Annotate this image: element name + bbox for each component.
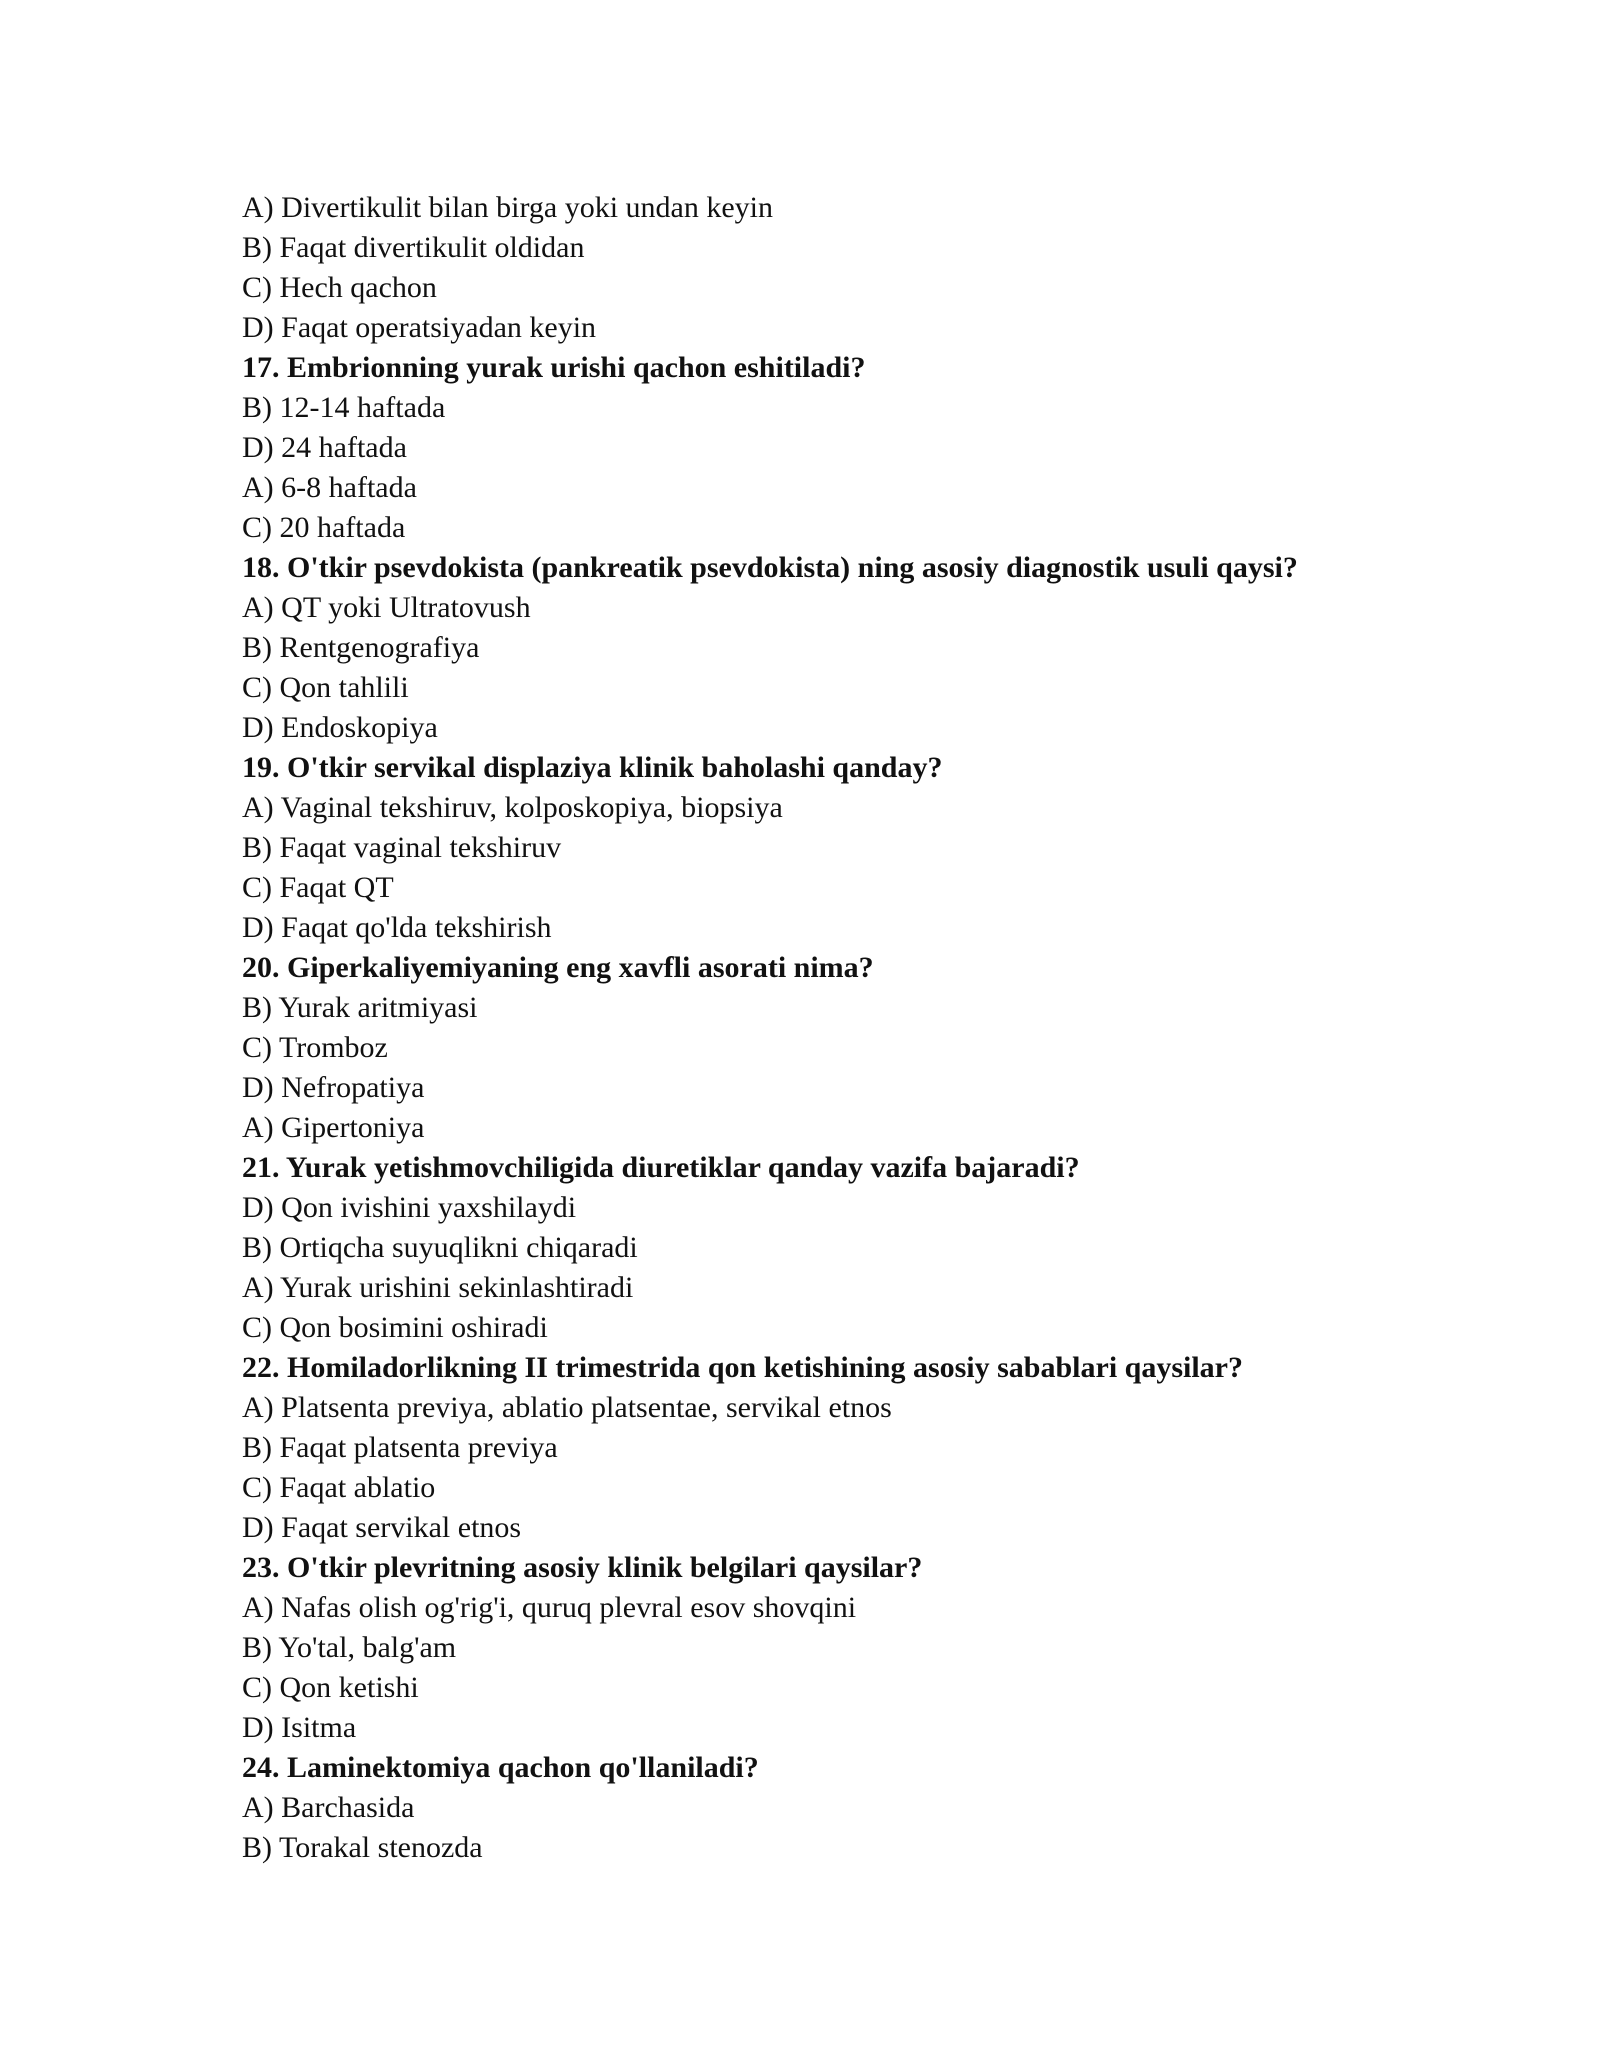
- question-text: 22. Homiladorlikning II trimestrida qon ketishining asosiy sabablari qaysilar?: [242, 1351, 1244, 1384]
- answer-option: A) Nafas olish og'rig'i, quruq plevral esov shovqini: [242, 1591, 857, 1624]
- answer-option: D) Faqat operatsiyadan keyin: [242, 311, 597, 344]
- question-text: 17. Embrionning yurak urishi qachon eshitiladi?: [242, 351, 866, 384]
- answer-option: D) Nefropatiya: [242, 1071, 425, 1104]
- answer-option: B) Torakal stenozda: [242, 1831, 483, 1864]
- answer-option: A) Divertikulit bilan birga yoki undan keyin: [242, 191, 774, 224]
- answer-option: B) 12-14 haftada: [242, 391, 446, 424]
- answer-option: C) 20 haftada: [242, 511, 406, 544]
- answer-option: D) 24 haftada: [242, 431, 407, 464]
- answer-option: B) Yurak aritmiyasi: [242, 991, 478, 1024]
- answer-option: B) Ortiqcha suyuqlikni chiqaradi: [242, 1231, 638, 1264]
- answer-option: C) Tromboz: [242, 1031, 388, 1064]
- answer-option: C) Faqat QT: [242, 871, 394, 904]
- question-text: 24. Laminektomiya qachon qo'llaniladi?: [242, 1751, 759, 1784]
- answer-option: D) Qon ivishini yaxshilaydi: [242, 1191, 577, 1224]
- question-text: 21. Yurak yetishmovchiligida diuretiklar qanday vazifa bajaradi?: [242, 1151, 1080, 1184]
- question-text: 20. Giperkaliyemiyaning eng xavfli asorati nima?: [242, 951, 874, 984]
- answer-option: B) Faqat vaginal tekshiruv: [242, 831, 562, 864]
- answer-option: A) Platsenta previya, ablatio platsentae, servikal etnos: [242, 1391, 892, 1424]
- answer-option: D) Faqat qo'lda tekshirish: [242, 911, 552, 944]
- answer-option: A) Yurak urishini sekinlashtiradi: [242, 1271, 634, 1304]
- answer-option: A) 6-8 haftada: [242, 471, 417, 504]
- answer-option: D) Faqat servikal etnos: [242, 1511, 522, 1544]
- question-text: 19. O'tkir servikal displaziya klinik baholashi qanday?: [242, 751, 943, 784]
- answer-option: D) Isitma: [242, 1711, 357, 1744]
- answer-option: B) Rentgenografiya: [242, 631, 480, 664]
- answer-option: B) Faqat divertikulit oldidan: [242, 231, 585, 264]
- question-text: 18. O'tkir psevdokista (pankreatik psevdokista) ning asosiy diagnostik usuli qaysi?: [242, 551, 1298, 584]
- question-text: 23. O'tkir plevritning asosiy klinik belgilari qaysilar?: [242, 1551, 923, 1584]
- answer-option: A) Vaginal tekshiruv, kolposkopiya, biopsiya: [242, 791, 783, 824]
- answer-option: A) QT yoki Ultratovush: [242, 591, 531, 624]
- answer-option: A) Barchasida: [242, 1791, 415, 1824]
- answer-option: C) Qon tahlili: [242, 671, 409, 704]
- answer-option: C) Qon bosimini oshiradi: [242, 1311, 548, 1344]
- answer-option: C) Hech qachon: [242, 271, 437, 304]
- answer-option: D) Endoskopiya: [242, 711, 438, 744]
- answer-option: B) Yo'tal, balg'am: [242, 1631, 457, 1664]
- answer-option: B) Faqat platsenta previya: [242, 1431, 558, 1464]
- answer-option: C) Qon ketishi: [242, 1671, 419, 1704]
- answer-option: C) Faqat ablatio: [242, 1471, 436, 1504]
- answer-option: A) Gipertoniya: [242, 1111, 425, 1144]
- quiz-content: [242, 188, 1462, 1868]
